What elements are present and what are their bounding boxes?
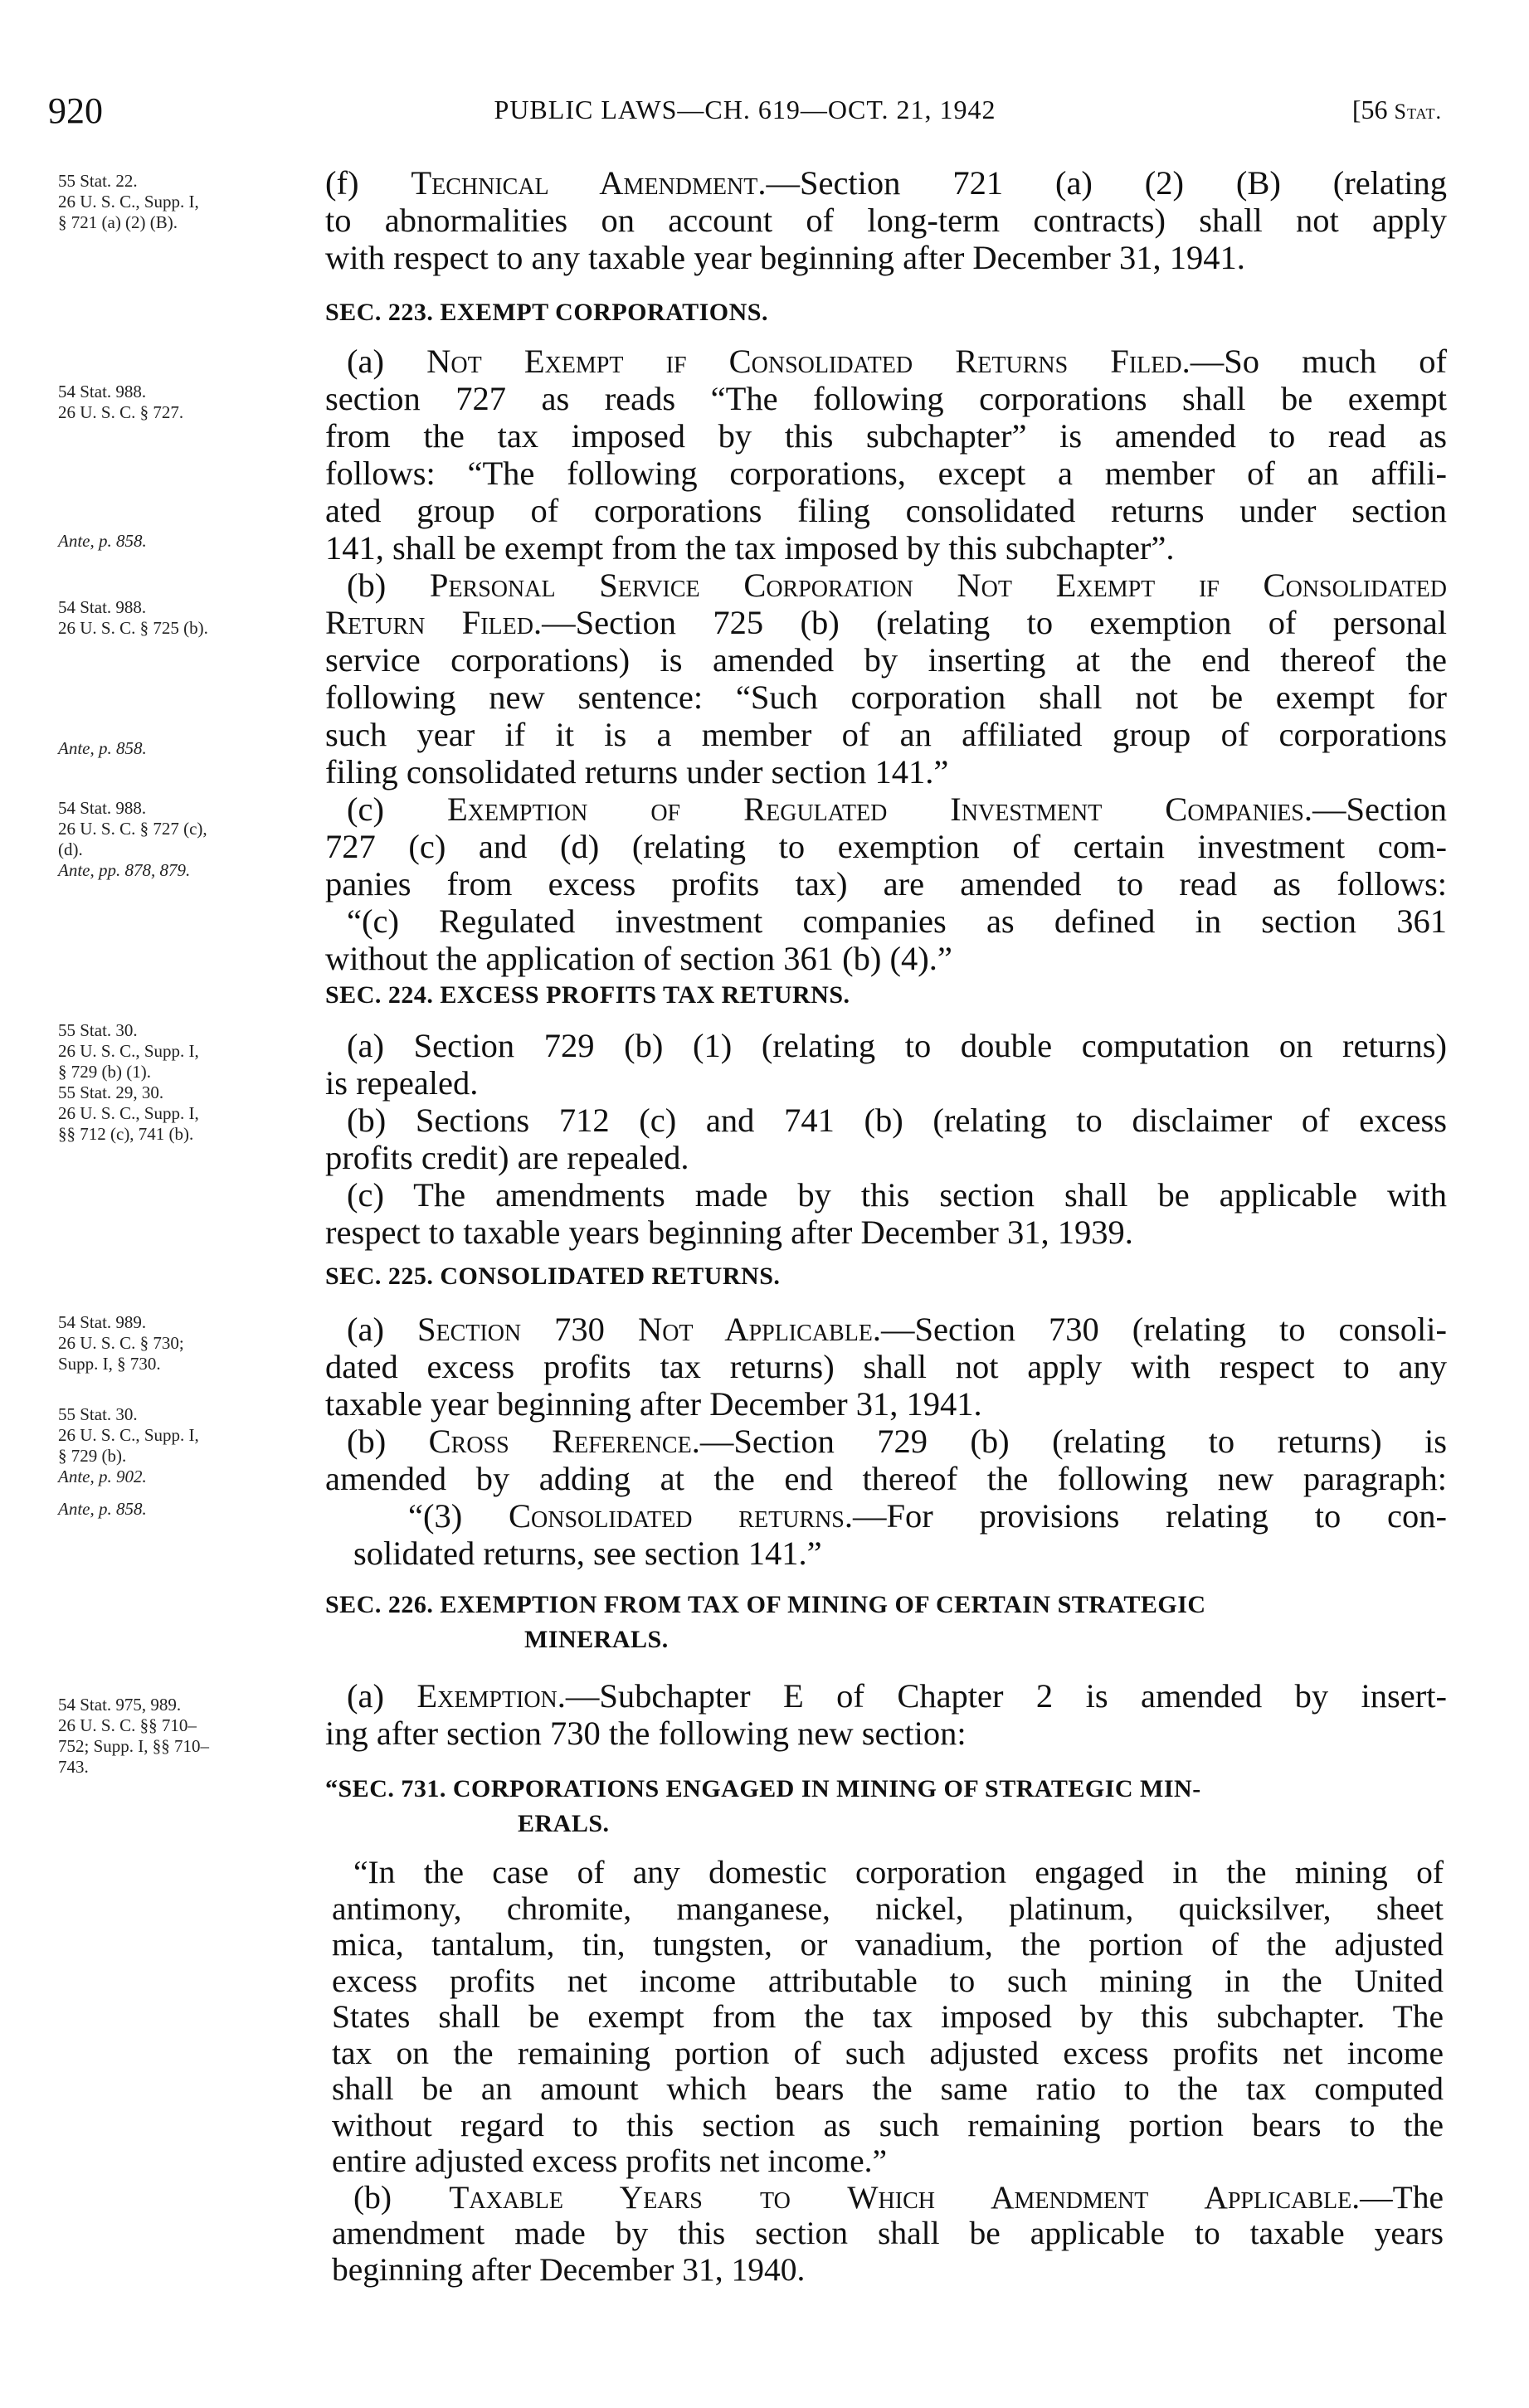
margin-note-7: 55 Stat. 30. 26 U. S. C., Supp. I, § 729 (b) (1). 55 Stat. 29, 30. 26 U. S. C., Supp. I, §§ 712 (c), 741 (b). bbox=[58, 1020, 199, 1144]
page-number: 920 bbox=[48, 90, 103, 131]
section-731-heading: “SEC. 731. CORPORATIONS ENGAGED IN MINING OF STRATEGIC MIN- ERALS. bbox=[325, 1775, 1201, 1837]
caption: Exemption. bbox=[416, 1677, 566, 1715]
caption: Technical Amendment. bbox=[411, 164, 767, 202]
caption: Consolidated returns. bbox=[509, 1497, 853, 1535]
margin-note-8: 54 Stat. 989. 26 U. S. C. § 730; Supp. I, § 730. bbox=[58, 1312, 184, 1374]
section-223-body: (a) Not Exempt if Consolidated Returns Filed.—So much of section 727 as reads “The following corporations shall be exempt from the tax imposed by this subchapter” is amended to read as follows: “The following corporations, except a member of an affili- ated group of corporations filing consolidated returns under section 141, shall be exempt from the tax imposed by this subchapter”. (b) Personal Service Corporation Not Exempt if Consolidated Return Filed.—Section 725 (b) (relating to exemption of personal service corporations) is amended by inserting at the end thereof the following new sentence: “Such corporation shall not be exempt for such year if it is a member of an affiliated group of corporations filing consolidated returns under section 141.” (c) Exemption of Regulated Investment Companies.—Section 727 (c) and (d) (relating to exemption of certain investment com- panies from excess profits tax) are amended to read as follows: “(c) Regulated investment companies as defined in section 361 without the application of section 361 (b) (4).” bbox=[325, 343, 1448, 977]
margin-note-2: 54 Stat. 988. 26 U. S. C. § 727. bbox=[58, 382, 184, 422]
section-731-text: “In the case of any domestic corporation engaged in the mining of antimony, chromite, manganese, nickel, platinum, quicksilver, sheet mica, tantalum, tin, tungsten, or vanadium, the portion of the adjusted excess profits net income attributable to such mining in the United States shall be exempt from the tax imposed by this subchapter. The tax on the remaining portion of such adjusted excess profits net income shall be an amount which bears the same ratio to the tax computed without regard to this section as such remaining portion bears to the entire adjusted excess profits net income.” (b) Taxable Years to Which Amendment Applicable.—The amendment made by this section shall be applicable to taxable years beginning after December 31, 1940. bbox=[332, 1854, 1444, 2288]
margin-note-1: 55 Stat. 22. 26 U. S. C., Supp. I, § 721 (a) (2) (B). bbox=[58, 171, 199, 232]
caption: Personal Service Corporation Not Exempt if Consolidated bbox=[429, 567, 1447, 604]
section-224-body: (a) Section 729 (b) (1) (relating to double computation on returns) is repealed. (b) Sections 712 (c) and 741 (b) (relating to disclaimer of excess profits credit) are repealed. (c) The amendments made by this section shall be applicable with respect to taxable years beginning after December 31, 1939. bbox=[325, 1027, 1447, 1251]
margin-note-3: Ante, p. 858. bbox=[58, 531, 147, 551]
caption: Cross Reference. bbox=[428, 1423, 700, 1460]
caption: Exemption of Regulated Investment Companies. bbox=[446, 791, 1313, 828]
section-225-body: (a) Section 730 Not Applicable.—Section 730 (relating to consoli- dated excess profits tax returns) shall not apply with respect to any taxable year beginning after December 31, 1941. (b) Cross Reference.—Section 729 (b) (relating to returns) is amended by adding at the end thereof the following new paragraph: “(3) Consolidated returns.—For provisions relating to con- solidated returns, see section 141.” bbox=[325, 1311, 1448, 1572]
paragraph-f: (f) Technical Amendment.—Section 721 (a) (2) (B) (relating to abnormalities on account of long-term contracts) shall not apply with respect to any taxable year beginning after December 31, 1941. bbox=[325, 164, 1447, 276]
caption: Return Filed. bbox=[325, 604, 543, 641]
margin-note-4: 54 Stat. 988. 26 U. S. C. § 725 (b). bbox=[58, 597, 208, 638]
volume-reference: [56 Stat. bbox=[1351, 95, 1442, 124]
running-header bbox=[48, 90, 1442, 139]
margin-note-9: 55 Stat. 30. 26 U. S. C., Supp. I, § 729 (b). Ante, p. 902. Ante, p. 858. bbox=[58, 1404, 199, 1519]
section-223-heading: SEC. 223. EXEMPT CORPORATIONS. bbox=[325, 299, 768, 326]
section-226-body: (a) Exemption.—Subchapter E of Chapter 2 is amended by insert- ing after section 730 the following new section: bbox=[325, 1677, 1448, 1752]
caption: Taxable Years to Which Amendment Applicable. bbox=[449, 2178, 1361, 2216]
margin-note-5: Ante, p. 858. bbox=[58, 738, 147, 758]
running-title: PUBLIC LAWS—CH. 619—OCT. 21, 1942 bbox=[494, 95, 996, 124]
section-226-heading: SEC. 226. EXEMPTION FROM TAX OF MINING OF CERTAIN STRATEGIC MINERALS. bbox=[325, 1591, 1206, 1653]
caption: Not Exempt if Consolidated Returns Filed. bbox=[426, 343, 1191, 380]
caption: Section 730 Not Applicable. bbox=[416, 1311, 882, 1348]
section-224-heading: SEC. 224. EXCESS PROFITS TAX RETURNS. bbox=[325, 981, 850, 1009]
margin-note-10: 54 Stat. 975, 989. 26 U. S. C. §§ 710– 752; Supp. I, §§ 710– 743. bbox=[58, 1695, 210, 1777]
section-225-heading: SEC. 225. CONSOLIDATED RETURNS. bbox=[325, 1262, 781, 1290]
margin-note-6: 54 Stat. 988. 26 U. S. C. § 727 (c), (d). Ante, pp. 878, 879. bbox=[58, 798, 207, 880]
